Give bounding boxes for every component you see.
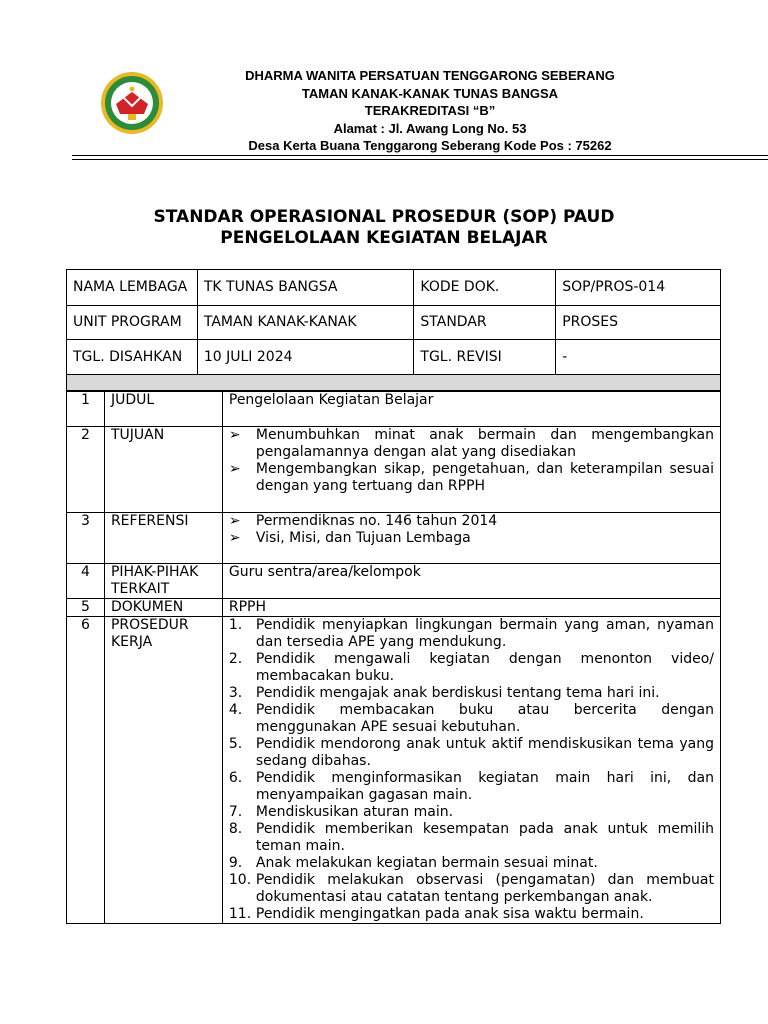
info-label: UNIT PROGRAM	[67, 306, 198, 340]
info-table	[66, 269, 721, 391]
section-label: PIHAK-PIHAK TERKAIT	[104, 564, 222, 599]
section-text: RPPH	[222, 599, 720, 617]
info-label: NAMA LEMBAGA	[67, 270, 198, 306]
list-item: 9. Anak melakukan kegiatan bermain sesuai minat.	[228, 855, 598, 871]
arrow-bullet-icon: ➢	[228, 427, 241, 443]
header-rule-thin	[72, 159, 768, 160]
info-row	[67, 306, 721, 340]
list-item: 11. Pendidik mengingatkan pada anak sisa waktu bermain.	[228, 906, 644, 922]
accreditation: TERAKREDITASI “B”	[364, 103, 496, 118]
sop-content-table	[66, 391, 721, 924]
document-title	[0, 207, 768, 249]
info-row	[67, 270, 721, 306]
section-text: Guru sentra/area/kelompok	[222, 564, 720, 599]
section-number: 2	[67, 427, 105, 513]
list-item: 7. Mendiskusikan aturan main.	[228, 804, 454, 820]
list-item: 1. Pendidik menyiapkan lingkungan bermain yang aman, nyaman dan tersedia APE yang mendukung.	[228, 617, 714, 650]
address: Alamat : Jl. Awang Long No. 53	[333, 121, 527, 136]
section-tujuan	[67, 427, 721, 513]
section-pihak	[67, 564, 721, 599]
list-item: ➢ Visi, Misi, dan Tujuan Lembaga	[228, 530, 471, 546]
section-label: JUDUL	[104, 392, 222, 427]
info-label: TGL. REVISI	[414, 340, 556, 375]
tujuan-list	[229, 427, 714, 495]
section-label: TUJUAN	[104, 427, 222, 513]
school-name: TAMAN KANAK-KANAK TUNAS BANGSA	[301, 86, 559, 101]
list-item: 8. Pendidik memberikan kesempatan pada anak untuk memilih teman main.	[228, 821, 714, 854]
section-referensi	[67, 513, 721, 564]
list-item: 5. Pendidik mendorong anak untuk aktif mendiskusikan tema yang sedang dibahas.	[228, 736, 714, 769]
section-prosedur	[67, 617, 721, 924]
list-item: 10. Pendidik melakukan observasi (pengamatan) dan membuat dokumentasi atau catatan tentang perkembangan anak.	[228, 872, 714, 905]
section-number: 4	[67, 564, 105, 599]
section-label: PROSEDUR KERJA	[104, 617, 222, 924]
section-number: 6	[67, 617, 105, 924]
info-value: TAMAN KANAK-KANAK	[197, 306, 414, 340]
list-item: ➢ Permendiknas no. 146 tahun 2014	[228, 513, 498, 529]
list-item: 4. Pendidik membacakan buku atau bercerita dengan menggunakan APE sesuai kebutuhan.	[228, 702, 714, 735]
info-value: 10 JULI 2024	[197, 340, 414, 375]
info-value: TK TUNAS BANGSA	[197, 270, 414, 306]
section-number: 1	[67, 392, 105, 427]
section-number: 5	[67, 599, 105, 617]
section-judul	[67, 392, 721, 427]
info-row	[67, 340, 721, 375]
info-value: SOP/PROS-014	[556, 270, 721, 306]
list-item: 2. Pendidik mengawali kegiatan dengan menonton video/ membacakan buku.	[228, 651, 714, 684]
referensi-list	[229, 513, 714, 547]
arrow-bullet-icon: ➢	[228, 513, 241, 529]
section-label: REFERENSI	[104, 513, 222, 564]
list-item: ➢ Menumbuhkan minat anak bermain dan mengembangkan pengalamannya dengan alat yang disediakan	[228, 427, 714, 460]
info-label: STANDAR	[414, 306, 556, 340]
separator-row	[67, 375, 721, 391]
header-rule-thick	[72, 155, 768, 156]
arrow-bullet-icon: ➢	[228, 461, 241, 477]
section-number: 3	[67, 513, 105, 564]
prosedur-steps	[229, 617, 714, 923]
org-name: DHARMA WANITA PERSATUAN TENGGARONG SEBERANG	[245, 68, 615, 83]
info-label: KODE DOK.	[414, 270, 556, 306]
section-text: Pengelolaan Kegiatan Belajar	[222, 392, 720, 427]
arrow-bullet-icon: ➢	[228, 530, 241, 546]
section-dokumen	[67, 599, 721, 617]
dharma-wanita-emblem-icon	[98, 70, 166, 136]
section-label: DOKUMEN	[104, 599, 222, 617]
info-value: -	[556, 340, 721, 375]
list-item: 3. Pendidik mengajak anak berdiskusi tentang tema hari ini.	[228, 685, 660, 701]
list-item: ➢ Mengembangkan sikap, pengetahuan, dan keterampilan sesuai dengan yang tertuang dan RPPH	[228, 461, 714, 494]
title-line-1: STANDAR OPERASIONAL PROSEDUR (SOP) PAUD	[153, 207, 615, 227]
list-item: 6. Pendidik menginformasikan kegiatan main hari ini, dan menyampaikan gagasan main.	[228, 770, 714, 803]
title-line-2: PENGELOLAAN KEGIATAN BELAJAR	[220, 228, 548, 248]
info-value: PROSES	[556, 306, 721, 340]
info-label: TGL. DISAHKAN	[67, 340, 198, 375]
village-postcode: Desa Kerta Buana Tenggarong Seberang Kode Pos : 75262	[248, 138, 612, 153]
